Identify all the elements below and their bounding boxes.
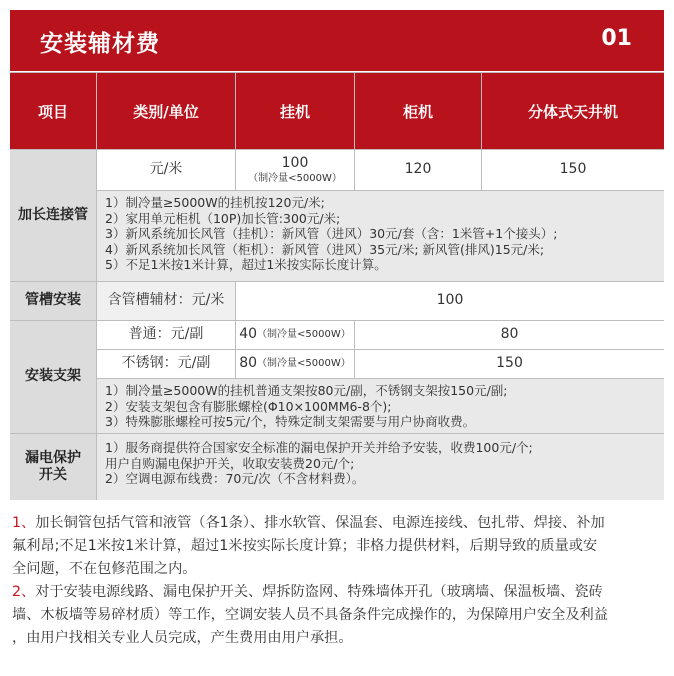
note-line: 1）制冷量≥5000W的挂机按120元/米; (105, 195, 325, 210)
bracket-steel-other: 150 (355, 350, 664, 378)
extension-wall-value: 100 (281, 155, 309, 171)
leakage-notes (97, 434, 664, 500)
note-line: 4）新风系统加长风管（柜机）：新风管（进风）35元/米; 新风管(排风)15元/米; (105, 241, 545, 257)
trunking-unit: 含管槽辅材：元/米 (97, 282, 235, 320)
footer-item1-number: 1、 (12, 515, 36, 531)
footer-item1-line3: 全问题，不在包修范围之内。 (12, 561, 197, 577)
bracket-steel-wall-value: 80 (239, 355, 258, 372)
bracket-normal-wall-value: 40 (239, 326, 258, 343)
footer-item2-line3: ，由用户找相关专业人员完成，产生费用由用户承担。 (12, 630, 353, 646)
row-label-trunking: 管槽安装 (10, 282, 96, 320)
footer-line (12, 512, 662, 535)
bracket-normal-wall-note: （制冷量<5000W） (257, 328, 351, 340)
footer-item1-line2: 氟利昂;不足1米按1米计算，超过1米按实际长度计算；非格力提供材料，后期导致的质量或安 (12, 538, 598, 554)
footer-line (12, 581, 662, 604)
note-line: 3）新风系统加长风管（挂机）：新风管（进风）30元/套（含：1米管+1个接头）; (105, 226, 558, 242)
extension-ceiling-value: 150 (482, 150, 664, 190)
header-wall: 挂机 (236, 73, 354, 149)
bracket-notes (97, 379, 664, 433)
row-label-leakage (10, 434, 96, 500)
note-line: 3）特殊膨胀螺栓可按5元/个，特殊定制支架需要与用户协商收费。 (105, 414, 476, 430)
row-label-leakage-line2: 开关 (39, 467, 67, 483)
page-title: 安装辅材费 (40, 31, 160, 57)
footer-item2-line1: 对于安装电源线路、漏电保护开关、焊拆防盗网、特殊墙体开孔（玻璃墙、保温板墙、瓷砖 (35, 584, 603, 600)
note-line: 2）空调电源布线费：70元/次（不含材料费）。 (105, 471, 365, 487)
bracket-steel-unit: 不锈钢：元/副 (97, 350, 235, 378)
footer-notes (12, 512, 662, 650)
note-line: 用户自购漏电保护开关，收取安装费20元/个; (105, 455, 355, 471)
title-bar (10, 10, 664, 72)
bracket-normal-wall-cell (236, 321, 354, 349)
footer-item2-line2: 墙、木板墙等易碎材质）等工作，空调安装人员不具备条件完成操作的，为保障用户安全及利益 (12, 607, 608, 623)
extension-notes (97, 191, 664, 281)
extension-cabinet-value: 120 (355, 150, 481, 190)
note-line: 1）制冷量≥5000W的挂机普通支架按80元/副，不锈钢支架按150元/副; (105, 383, 508, 398)
bracket-steel-wall-cell (236, 350, 354, 378)
header-item: 项目 (10, 73, 96, 149)
page-number: 01 (601, 26, 632, 51)
row-label-leakage-line1: 漏电保护 (25, 449, 81, 466)
header-category: 类别/单位 (97, 73, 235, 149)
footer-item1-line1: 加长铜管包括气管和液管（各1条）、排水软管、保温套、电源连接线、包扎带、焊接、补加 (35, 515, 605, 531)
row-label-bracket: 安装支架 (10, 321, 96, 433)
header-ceiling: 分体式天井机 (482, 73, 664, 149)
extension-wall-note: （制冷量<5000W） (248, 172, 342, 184)
note-line: 2）安装支架包含有膨胀螺栓(Φ10×100MM6-8个); (105, 398, 392, 414)
trunking-value: 100 (236, 282, 664, 320)
note-line: 2）家用单元柜机（10P)加长管:300元/米; (105, 210, 341, 226)
row-label-extension: 加长连接管 (10, 150, 96, 281)
header-cabinet: 柜机 (355, 73, 481, 149)
note-line: 1）服务商提供符合国家安全标准的漏电保护开关并给予安装，收费100元/个; (105, 440, 533, 455)
extension-wall-cell (236, 150, 354, 190)
bracket-normal-other: 80 (355, 321, 664, 349)
bracket-normal-unit: 普通：元/副 (97, 321, 235, 349)
bracket-steel-wall-note: （制冷量<5000W） (257, 357, 351, 369)
footer-item2-number: 2、 (12, 584, 36, 600)
note-line: 5）不足1米按1米计算，超过1米按实际长度计算。 (105, 257, 387, 273)
extension-unit: 元/米 (97, 150, 235, 190)
